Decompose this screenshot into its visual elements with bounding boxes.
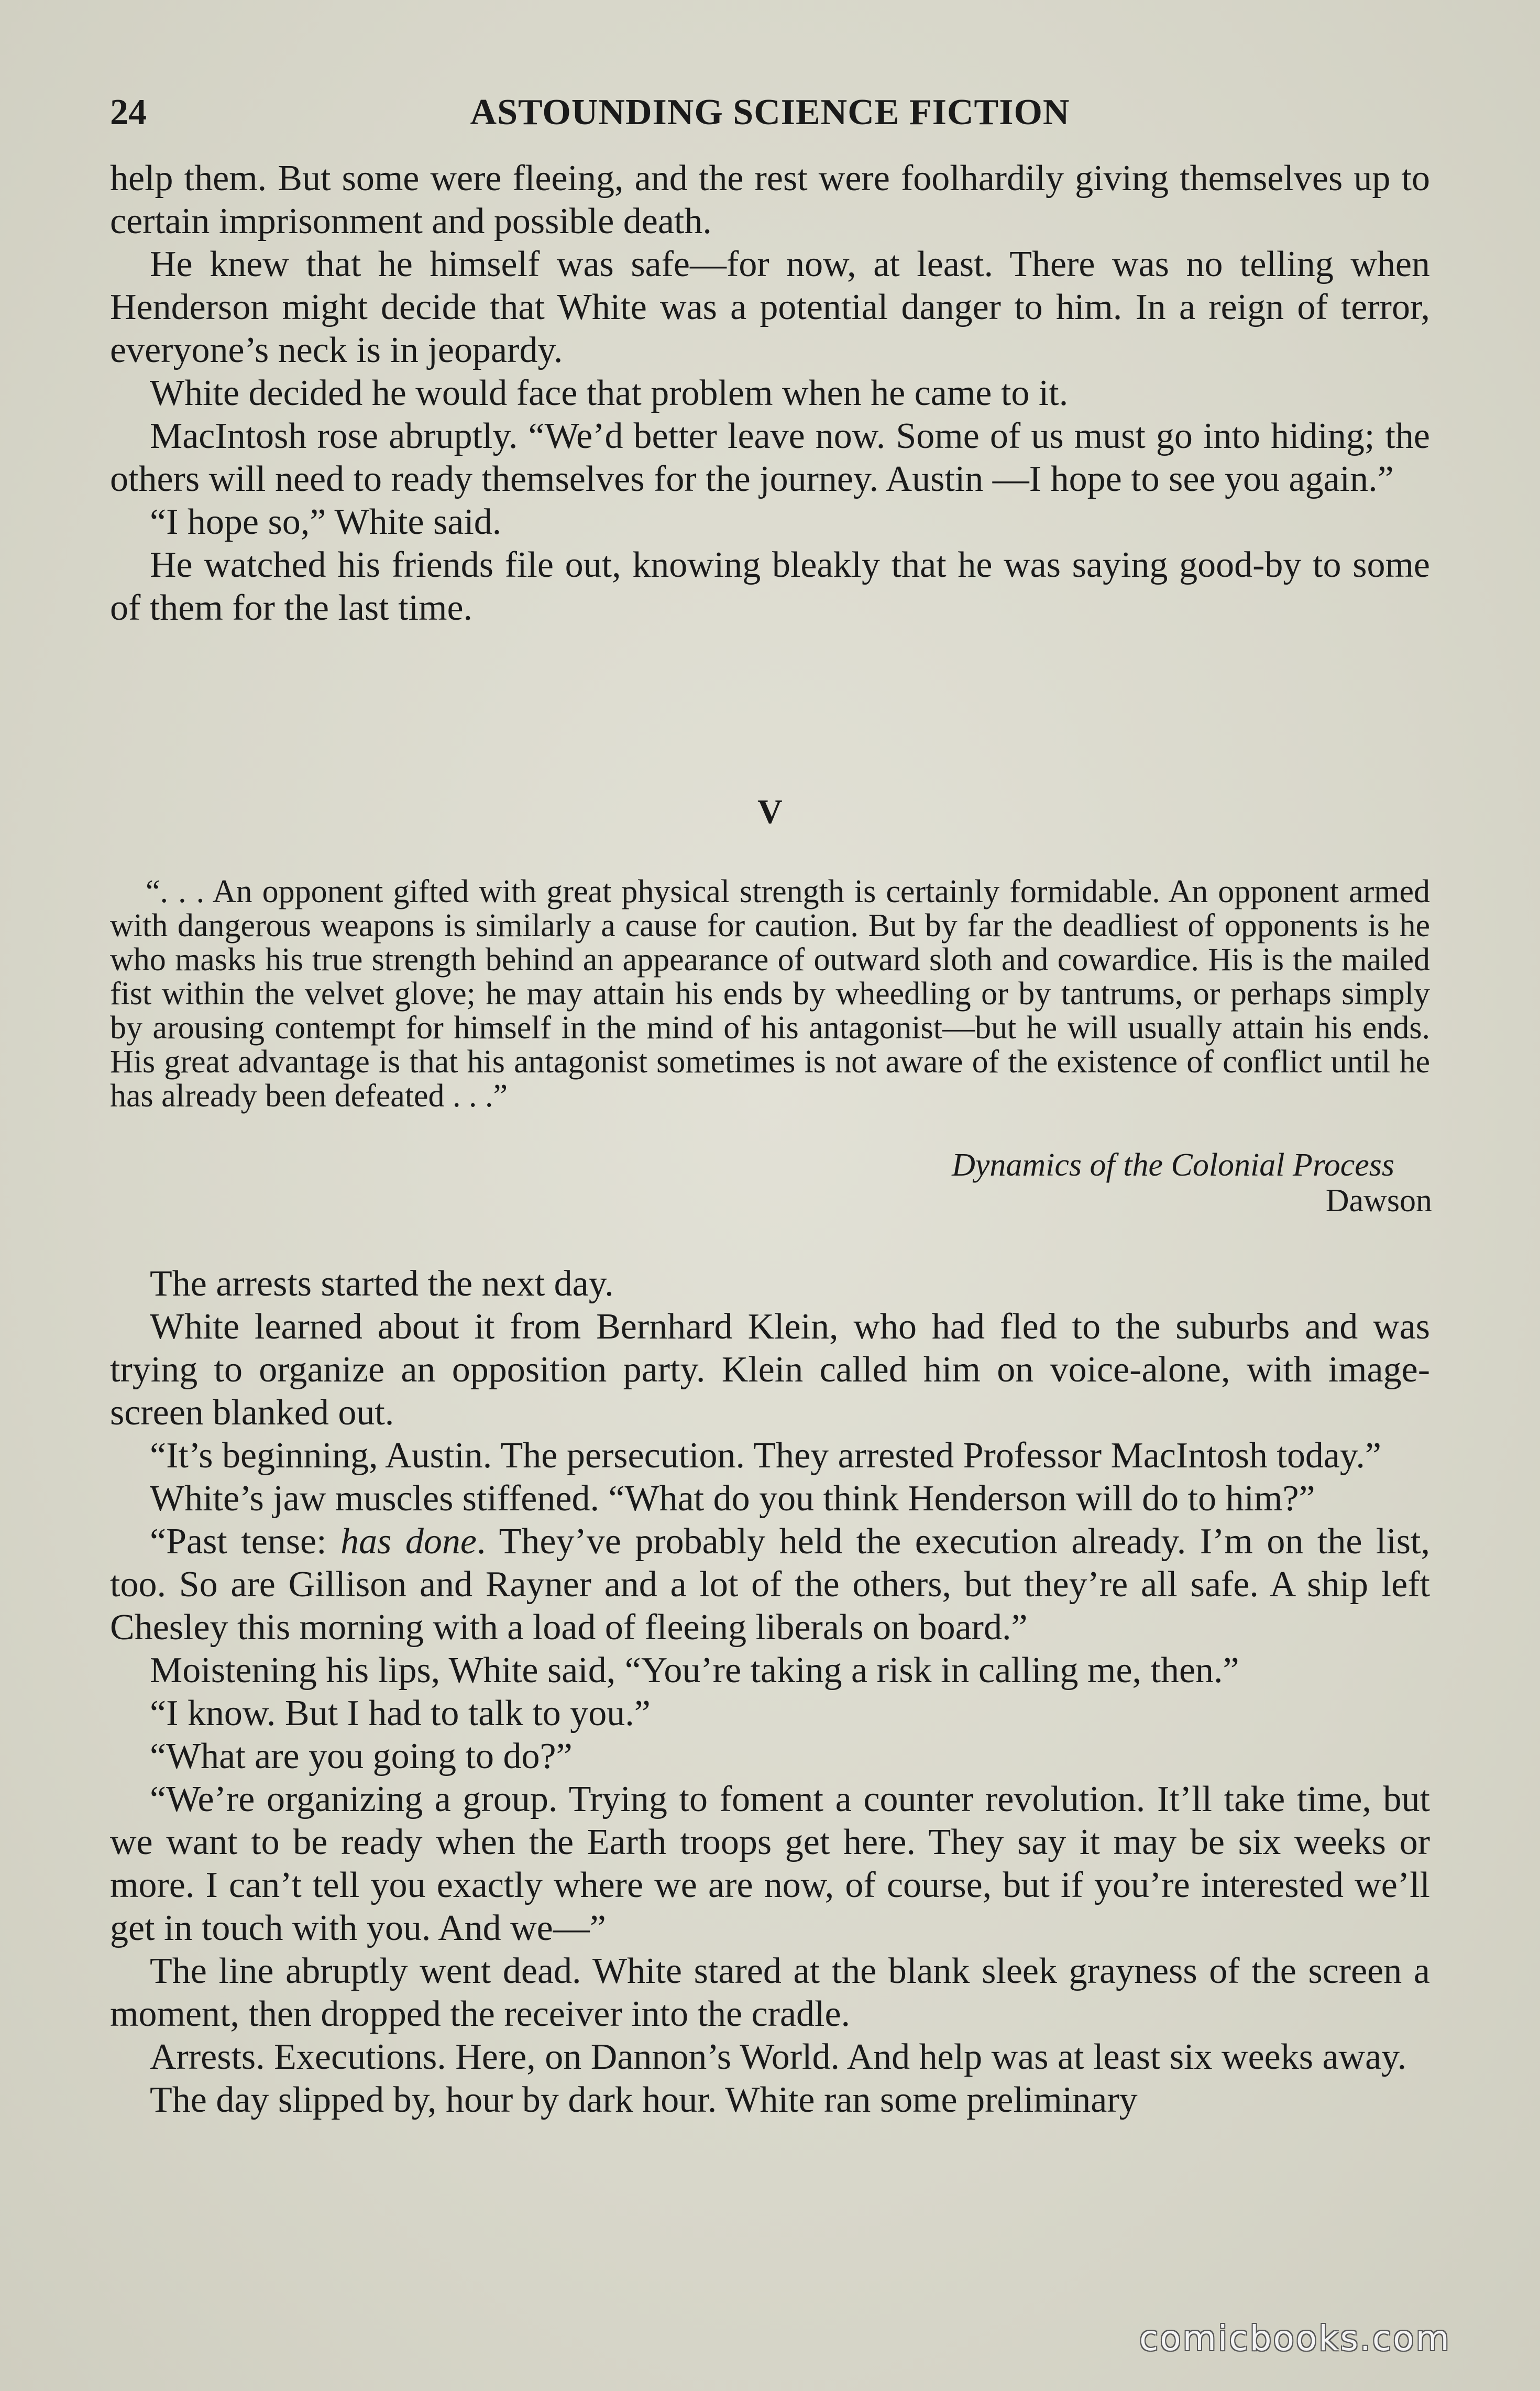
- paragraph-text: “Past tense:: [150, 1521, 341, 1562]
- section-heading: V: [757, 793, 783, 831]
- page-number: 24: [110, 92, 147, 133]
- paragraph: “It’s beginning, Austin. The persecution. They arrested Professor MacIntosh today.”: [150, 1435, 1381, 1476]
- paragraph: “We’re organizing a group. Trying to foment a counter revolution. It’ll take time, but we want to be ready when the Earth troops get here. They say it may be six weeks or more. I can’t tell you exactly where we are now, of course, but if you’re interested we’ll get in touch with you. And we—”: [110, 1779, 1430, 1948]
- paragraph: White’s jaw muscles stiffened. “What do you think Henderson will do to him?”: [150, 1478, 1315, 1519]
- paragraph: “I hope so,” White said.: [150, 502, 502, 542]
- running-title: ASTOUNDING SCIENCE FICTION: [470, 92, 1070, 133]
- emphasized-text: has done: [340, 1521, 477, 1562]
- paragraph: The arrests started the next day.: [150, 1264, 614, 1304]
- epigraph-source-title: Dynamics of the Colonial Process: [952, 1147, 1394, 1183]
- paragraph: “What are you going to do?”: [150, 1736, 573, 1776]
- paragraph: “I know. But I had to talk to you.”: [150, 1693, 651, 1734]
- paragraph: MacIntosh rose abruptly. “We’d better leave now. Some of us must go into hiding; the others will need to ready themselves for the journey. Austin —I hope to see you again.”: [110, 416, 1430, 499]
- epigraph: [110, 875, 1430, 1113]
- paragraph: [110, 1520, 1430, 1649]
- text-block-after-section: [110, 1263, 1430, 2122]
- paragraph: He watched his friends file out, knowing bleakly that he was saying good-by to some of them for the last time.: [110, 545, 1430, 628]
- paragraph: Moistening his lips, White said, “You’re taking a risk in calling me, then.”: [150, 1650, 1239, 1691]
- paragraph-text: . They’ve probably held the execution already. I’m on the list, too. So are Gillison and Rayner and a lot of the others, but they’re all safe. A ship left Chesley this morning with a load of fleeing liberals on board.”: [110, 1521, 1430, 1648]
- paragraph: The line abruptly went dead. White stared at the blank sleek grayness of the screen a moment, then dropped the receiver into the cradle.: [110, 1951, 1430, 2034]
- text-block-before-section: [110, 157, 1430, 630]
- paragraph: White learned about it from Bernhard Klein, who had fled to the suburbs and was trying to organize an opposition party. Klein called him on voice-alone, with image-screen blanked out.: [110, 1307, 1430, 1433]
- paragraph: The day slipped by, hour by dark hour. White ran some preliminary: [150, 2080, 1138, 2120]
- site-watermark: comicbooks.com: [1139, 2318, 1451, 2359]
- paragraph: He knew that he himself was safe—for now, at least. There was no telling when Henderson might decide that White was a potential danger to him. In a reign of terror, everyone’s neck is in jeopardy.: [110, 244, 1430, 370]
- epigraph-text: “. . . An opponent gifted with great physical strength is certainly formidable. An opponent armed with dangerous weapons is similarly a cause for caution. But by far the deadliest of opponents is he who masks his true strength behind an appearance of outward sloth and cowardice. His is the mailed fist within the velvet glove; he may attain his ends by wheedling or by tantrums, or perhaps simply by arousing contempt for himself in the mind of his antagonist—but he will usually attain his ends. His great advantage is that his antagonist sometimes is not aware of the existence of conflict until he has already been defeated . . .”: [110, 874, 1430, 1114]
- epigraph-source-author: Dawson: [1325, 1183, 1432, 1219]
- page-header: [110, 84, 1430, 141]
- paragraph: Arrests. Executions. Here, on Dannon’s World. And help was at least six weeks away.: [150, 2037, 1407, 2077]
- paragraph: help them. But some were fleeing, and the rest were foolhardily giving themselves up to certain imprisonment and possible death.: [110, 158, 1430, 242]
- epigraph-attribution: [110, 1147, 1432, 1219]
- paragraph: White decided he would face that problem when he came to it.: [150, 373, 1069, 413]
